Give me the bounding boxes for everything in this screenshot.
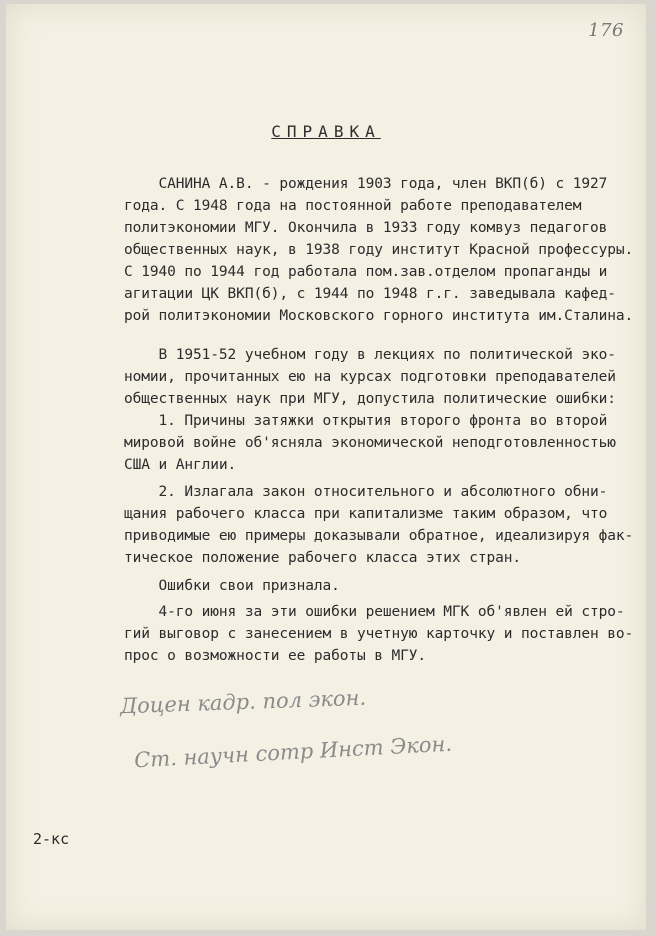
text-line: Ошибки свои признала.	[124, 578, 340, 594]
text-line: общественных наук, в 1938 году институт Красной профессуры.	[124, 242, 634, 258]
text-line: США и Англии.	[124, 457, 237, 473]
text-line: прос о возможности ее работы в МГУ.	[124, 648, 427, 664]
footer-code: 2-кс	[33, 830, 70, 848]
text-line: 2. Излагала закон относительного и абсолютного обни-	[124, 484, 608, 500]
text-line: мировой войне об'ясняла экономической неподготовленностью	[124, 435, 616, 451]
handwritten-note-line-2: Ст. научн сотр Инст Экон.	[133, 731, 453, 773]
text-line: политэкономии МГУ. Окончила в 1933 году комвуз педагогов	[124, 220, 608, 236]
text-line: приводимые ею примеры доказывали обратное, идеализируя фак-	[124, 528, 634, 544]
text-line: В 1951-52 учебном году в лекциях по политической эко-	[124, 347, 616, 363]
text-line: С 1940 по 1944 год работала пом.зав.отделом пропаганды и	[124, 264, 608, 280]
folio-number: 176	[588, 20, 624, 41]
text-line: 1. Причины затяжки открытия второго фронта во второй	[124, 413, 608, 429]
text-line: щания рабочего класса при капитализме таким образом, что	[124, 506, 608, 522]
text-line: года. С 1948 года на постоянной работе преподавателем	[124, 198, 582, 214]
text-line: САНИНА А.В. - рождения 1903 года, член ВКП(б) с 1927	[124, 176, 608, 192]
document-page	[6, 4, 646, 930]
text-line: тическое положение рабочего класса этих стран.	[124, 550, 521, 566]
text-line: номии, прочитанных ею на курсах подготовки преподавателей	[124, 369, 616, 385]
text-line: общественных наук при МГУ, допустила политические ошибки:	[124, 391, 616, 407]
text-line: гий выговор с занесением в учетную карточку и поставлен во-	[124, 626, 634, 642]
text-line: агитации ЦК ВКП(б), с 1944 по 1948 г.г. заведывала кафед-	[124, 286, 616, 302]
document-title: СПРАВКА	[271, 122, 381, 141]
handwritten-note-line-1: Доцен кадр. пол экон.	[119, 685, 367, 719]
text-line: 4-го июня за эти ошибки решением МГК об'явлен ей стро-	[124, 604, 625, 620]
text-line: рой политэкономии Московского горного института им.Сталина.	[124, 308, 634, 324]
